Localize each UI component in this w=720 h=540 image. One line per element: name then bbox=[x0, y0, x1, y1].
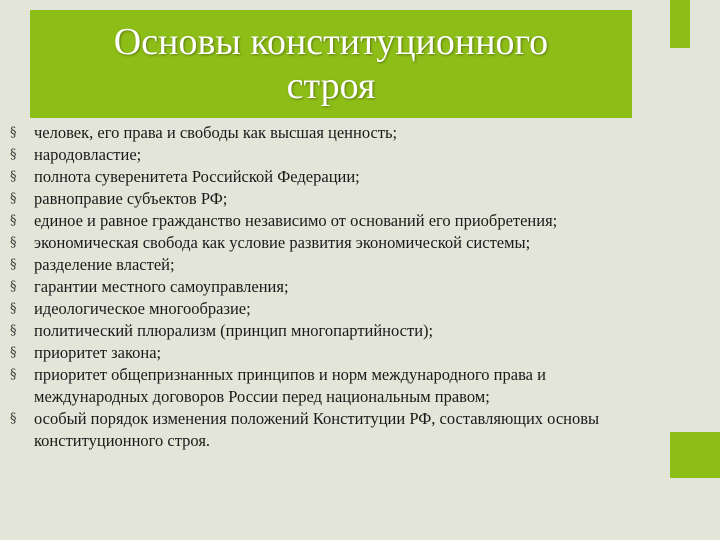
title-line-2: строя bbox=[286, 65, 376, 107]
accent-block-bottom-right bbox=[670, 432, 720, 478]
accent-bar-top-right bbox=[670, 0, 690, 48]
list-item-text: разделение властей; bbox=[34, 255, 175, 274]
list-item-text: равноправие субъектов РФ; bbox=[34, 189, 228, 208]
list-item bbox=[10, 122, 660, 144]
list-item bbox=[10, 188, 660, 210]
bullet-icon: § bbox=[10, 257, 17, 272]
list-item bbox=[10, 210, 660, 232]
bullet-icon: § bbox=[10, 147, 17, 162]
list-item-text: человек, его права и свободы как высшая ценность; bbox=[34, 123, 398, 142]
list-item-text: экономическая свобода как условие развития экономической системы; bbox=[34, 233, 531, 252]
list-item-text: идеологическое многообразие; bbox=[34, 299, 251, 318]
list-item-text: приоритет закона; bbox=[34, 343, 162, 362]
list-item-text: приоритет общепризнанных принципов и норм международного права и международных договоров России перед национальным правом; bbox=[34, 365, 546, 406]
bullet-icon: § bbox=[10, 367, 17, 382]
list-item bbox=[10, 298, 660, 320]
list-item bbox=[10, 254, 660, 276]
list-item-text: особый порядок изменения положений Конституции РФ, составляющих основы конституционного строя. bbox=[34, 409, 600, 450]
bullet-icon: § bbox=[10, 235, 17, 250]
list-item-text: народовластие; bbox=[34, 145, 142, 164]
list-item-text: единое и равное гражданство независимо от оснований его приобретения; bbox=[34, 211, 558, 230]
list-item-text: политический плюрализм (принцип многопартийности); bbox=[34, 321, 434, 340]
list-item bbox=[10, 232, 660, 254]
list-item-text: полнота суверенитета Российской Федерации; bbox=[34, 167, 360, 186]
bullet-icon: § bbox=[10, 125, 17, 140]
list-item bbox=[10, 276, 660, 298]
list-item bbox=[10, 144, 660, 166]
list-item bbox=[10, 342, 660, 364]
bullet-icon: § bbox=[10, 213, 17, 228]
bullet-icon: § bbox=[10, 411, 17, 426]
title-banner bbox=[30, 10, 632, 118]
bullet-list bbox=[10, 122, 660, 452]
list-item bbox=[10, 320, 660, 342]
bullet-icon: § bbox=[10, 345, 17, 360]
bullet-icon: § bbox=[10, 279, 17, 294]
slide-title bbox=[30, 20, 632, 108]
bullet-icon: § bbox=[10, 323, 17, 338]
list-item-text: гарантии местного самоуправления; bbox=[34, 277, 289, 296]
list-item bbox=[10, 364, 660, 408]
list-item bbox=[10, 408, 660, 452]
bullet-icon: § bbox=[10, 301, 17, 316]
bullet-icon: § bbox=[10, 169, 17, 184]
title-line-1: Основы конституционного bbox=[113, 21, 549, 63]
bullet-icon: § bbox=[10, 191, 17, 206]
list-item bbox=[10, 166, 660, 188]
